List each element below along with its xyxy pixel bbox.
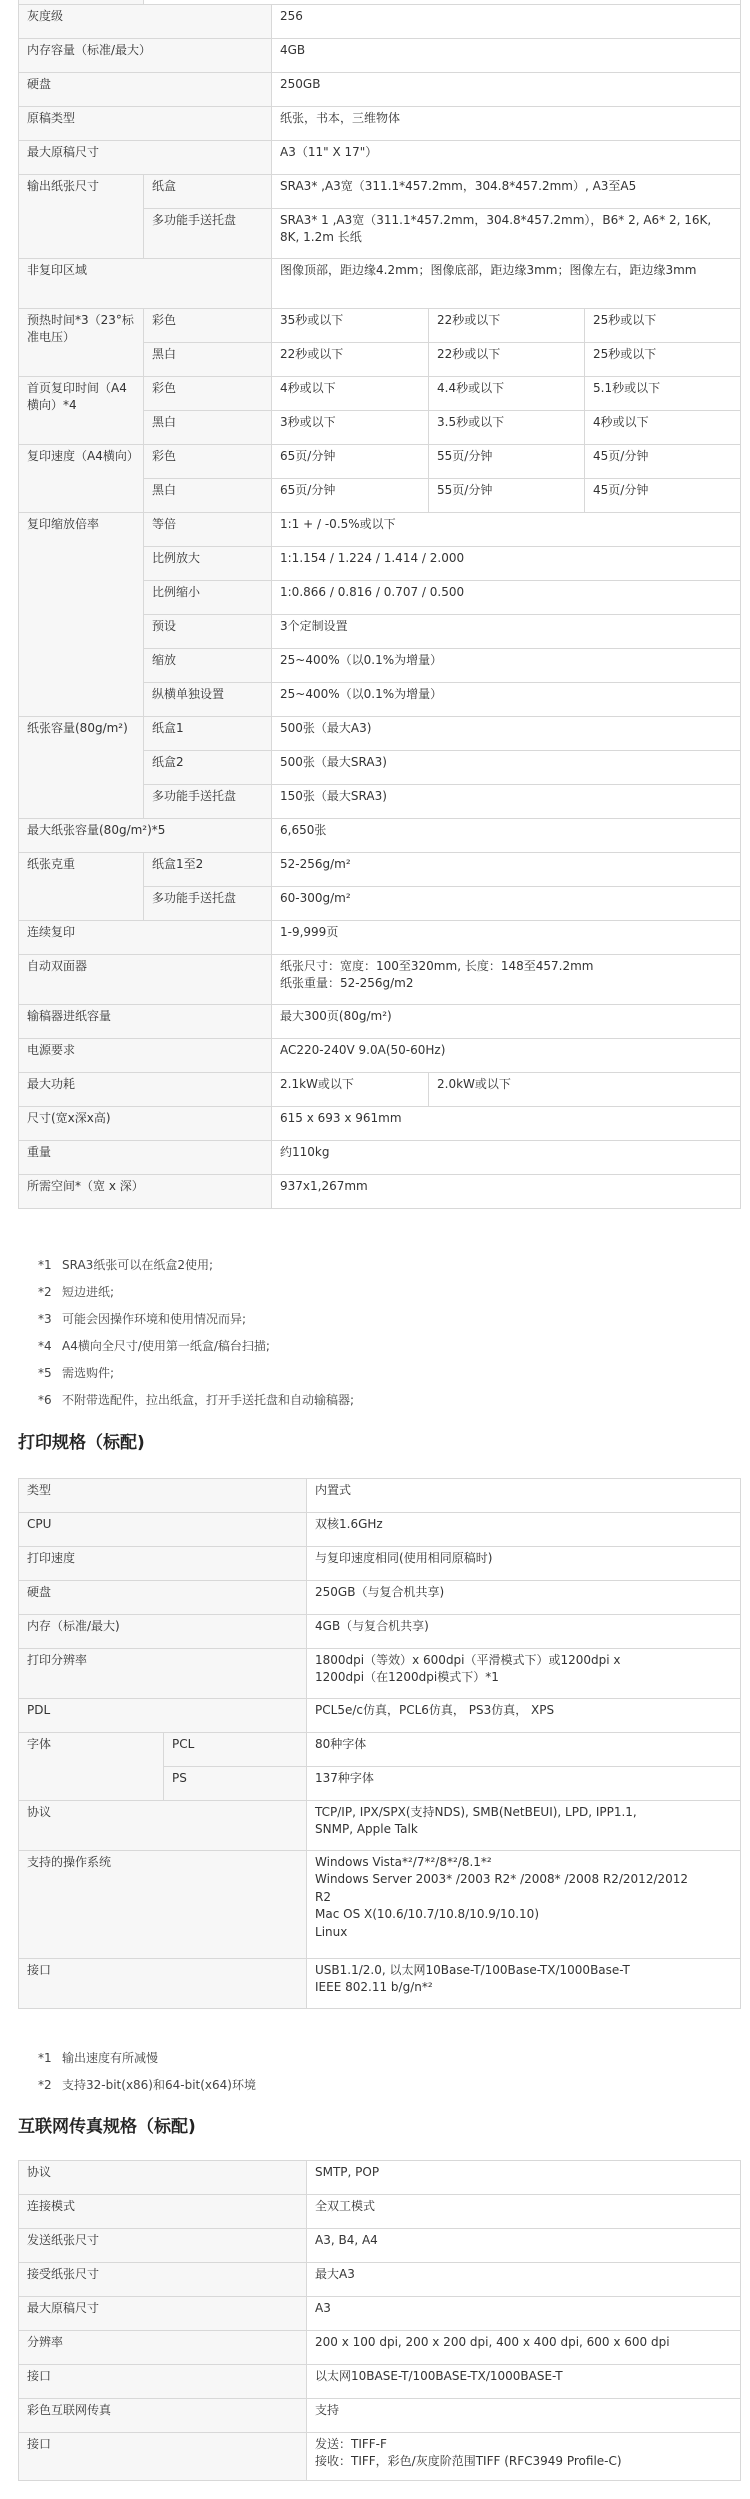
table-row bbox=[19, 141, 741, 175]
row-value: 4GB（与复合机共享) bbox=[307, 1615, 741, 1649]
row-label: 非复印区域 bbox=[19, 259, 272, 309]
cell-value: 2.0kW或以下 bbox=[429, 1073, 741, 1107]
table-row bbox=[19, 1615, 741, 1649]
row-label: 复印缩放倍率 bbox=[19, 513, 144, 717]
sub-label: 纸盒1 bbox=[144, 717, 272, 751]
table-row bbox=[19, 1005, 741, 1039]
cell-value: 55页/分钟 bbox=[429, 479, 585, 513]
value-line: 发送：TIFF-F bbox=[315, 2437, 387, 2451]
row-label: 纸张克重 bbox=[19, 853, 144, 921]
row-value: 80种字体 bbox=[307, 1733, 741, 1767]
table-row bbox=[19, 1141, 741, 1175]
footnote-mark: *5 bbox=[38, 1366, 52, 1380]
row-value: SRA3* 1 ,A3宽（311.1*457.2mm，304.8*457.2mm），B6* 2, A6* 2, 16K, 8K, 1.2m 长纸 bbox=[272, 209, 741, 259]
cell-value: 45页/分钟 bbox=[585, 445, 741, 479]
row-value: A3（11" X 17"） bbox=[272, 141, 741, 175]
table-row bbox=[19, 1175, 741, 1209]
footnote bbox=[38, 1360, 354, 1387]
copy-spec-table bbox=[18, 0, 741, 1209]
row-label: 类型 bbox=[19, 1479, 307, 1513]
row-label: 打印速度 bbox=[19, 1547, 307, 1581]
row-value: 支持 bbox=[307, 2399, 741, 2433]
row-label: 所需空间*（宽 x 深） bbox=[19, 1175, 272, 1209]
footnote-text: 支持32-bit(x86)和64-bit(x64)环境 bbox=[62, 2078, 256, 2092]
cell-value: 4.4秒或以下 bbox=[429, 377, 585, 411]
row-label: 输出纸张尺寸 bbox=[19, 175, 144, 259]
sub-label: 多功能手送托盘 bbox=[144, 887, 272, 921]
row-value: 25~400%（以0.1%为增量） bbox=[272, 683, 741, 717]
row-value: 1:0.866 / 0.816 / 0.707 / 0.500 bbox=[272, 581, 741, 615]
fax-spec-table bbox=[18, 2160, 741, 2481]
print-spec-table bbox=[18, 1478, 741, 2009]
sub-label: 彩色 bbox=[144, 309, 272, 343]
table-row bbox=[19, 1039, 741, 1073]
row-value: AC220-240V 9.0A(50-60Hz) bbox=[272, 1039, 741, 1073]
row-value: 最大A3 bbox=[307, 2263, 741, 2297]
table-row bbox=[19, 1801, 741, 1851]
cell-value: 25秒或以下 bbox=[585, 343, 741, 377]
footnote-mark: *2 bbox=[38, 2078, 52, 2092]
row-label: 连续复印 bbox=[19, 921, 272, 955]
table-row bbox=[19, 1107, 741, 1141]
cell-value: 65页/分钟 bbox=[272, 445, 429, 479]
footnote-text: SRA3纸张可以在纸盒2使用; bbox=[62, 1258, 213, 1272]
table-row bbox=[19, 1547, 741, 1581]
cell-value: 65页/分钟 bbox=[272, 479, 429, 513]
table-row bbox=[19, 2263, 741, 2297]
row-value: A3 bbox=[307, 2297, 741, 2331]
print-footnotes bbox=[38, 2045, 256, 2099]
row-label: 接口 bbox=[19, 2365, 307, 2399]
table-row bbox=[19, 1479, 741, 1513]
table-row bbox=[19, 39, 741, 73]
table-row bbox=[19, 73, 741, 107]
row-label: 彩色互联网传真 bbox=[19, 2399, 307, 2433]
table-row bbox=[19, 1581, 741, 1615]
row-value: 3个定制设置 bbox=[272, 615, 741, 649]
footnote-text: 可能会因操作环境和使用情况而异; bbox=[62, 1312, 247, 1326]
table-row bbox=[19, 819, 741, 853]
table-row bbox=[19, 2195, 741, 2229]
row-value: 500张（最大A3) bbox=[272, 717, 741, 751]
row-label: CPU bbox=[19, 1513, 307, 1547]
row-label: 最大原稿尺寸 bbox=[19, 2297, 307, 2331]
row-value: 25~400%（以0.1%为增量） bbox=[272, 649, 741, 683]
row-value: SMTP, POP bbox=[307, 2161, 741, 2195]
table-row bbox=[19, 2331, 741, 2365]
row-value: 150张（最大SRA3) bbox=[272, 785, 741, 819]
sub-label: 纸盒2 bbox=[144, 751, 272, 785]
sub-label: 彩色 bbox=[144, 445, 272, 479]
row-value bbox=[307, 1801, 741, 1851]
table-row bbox=[19, 5, 741, 39]
row-value: 250GB（与复合机共享) bbox=[307, 1581, 741, 1615]
cell-value: 22秒或以下 bbox=[272, 343, 429, 377]
footnote bbox=[38, 1387, 354, 1414]
row-value: 纸张，书本，三维物体 bbox=[272, 107, 741, 141]
value-line: 1200dpi（在1200dpi模式下）*1 bbox=[315, 1670, 499, 1685]
row-value: 内置式 bbox=[307, 1479, 741, 1513]
row-label: 最大原稿尺寸 bbox=[19, 141, 272, 175]
value-line: Linux bbox=[315, 1924, 348, 1939]
cell-value: 4秒或以下 bbox=[272, 377, 429, 411]
sub-label: 纸盒1至2 bbox=[144, 853, 272, 887]
footnote-text: 需选购件; bbox=[62, 1366, 115, 1380]
row-value: 200 x 100 dpi, 200 x 200 dpi, 400 x 400 dpi, 600 x 600 dpi bbox=[307, 2331, 741, 2365]
print-section-title: 打印规格（标配) bbox=[18, 1433, 145, 1453]
row-label: 预热时间*3（23°标准电压） bbox=[19, 309, 144, 377]
value-line: R2 bbox=[315, 1889, 331, 1904]
value-line: 接收：TIFF，彩色/灰度阶范围TIFF (RFC3949 Profile-C) bbox=[315, 2454, 622, 2469]
footnote bbox=[38, 1252, 354, 1279]
sub-label: 纵横单独设置 bbox=[144, 683, 272, 717]
row-value: 4GB bbox=[272, 39, 741, 73]
row-value: 937x1,267mm bbox=[272, 1175, 741, 1209]
row-value bbox=[272, 955, 741, 1005]
row-label: 连接模式 bbox=[19, 2195, 307, 2229]
table-row bbox=[19, 377, 741, 411]
sub-label: PS bbox=[164, 1767, 307, 1801]
value-line: TCP/IP, IPX/SPX(支持NDS), SMB(NetBEUI), LPD, IPP1.1, bbox=[315, 1805, 637, 1819]
table-row bbox=[19, 309, 741, 343]
row-label: 打印分辨率 bbox=[19, 1649, 307, 1699]
footnote-mark: *3 bbox=[38, 1312, 52, 1326]
row-value: PCL5e/c仿真，PCL6仿真， PS3仿真， XPS bbox=[307, 1699, 741, 1733]
table-row bbox=[19, 107, 741, 141]
table-row bbox=[19, 1733, 741, 1767]
cell-value: 2.1kW或以下 bbox=[272, 1073, 429, 1107]
row-value: 60-300g/m² bbox=[272, 887, 741, 921]
row-label: 接口 bbox=[19, 1959, 307, 2009]
footnote-mark: *4 bbox=[38, 1339, 52, 1353]
sub-label: 黑白 bbox=[144, 479, 272, 513]
row-label: 内存（标准/最大) bbox=[19, 1615, 307, 1649]
value-line: SNMP, Apple Talk bbox=[315, 1822, 418, 1837]
value-line: Windows Vista*²/7*²/8*²/8.1*² bbox=[315, 1855, 492, 1869]
row-value bbox=[307, 1649, 741, 1699]
table-row bbox=[19, 2297, 741, 2331]
value-line: 纸张尺寸：宽度：100至320mm, 长度：148至457.2mm bbox=[280, 959, 594, 973]
row-value: 图像顶部，距边缘4.2mm；图像底部，距边缘3mm；图像左右，距边缘3mm bbox=[272, 259, 741, 309]
row-label: 内存容量（标准/最大） bbox=[19, 39, 272, 73]
row-value: 256 bbox=[272, 5, 741, 39]
footnote bbox=[38, 2045, 256, 2072]
sub-label: 缩放 bbox=[144, 649, 272, 683]
row-value: 与复印速度相同(使用相同原稿时) bbox=[307, 1547, 741, 1581]
row-value: 1:1.154 / 1.224 / 1.414 / 2.000 bbox=[272, 547, 741, 581]
cell-value: 22秒或以下 bbox=[429, 343, 585, 377]
row-value: 6,650张 bbox=[272, 819, 741, 853]
row-label: 分辨率 bbox=[19, 2331, 307, 2365]
sub-label: 黑白 bbox=[144, 343, 272, 377]
sub-label: 黑白 bbox=[144, 411, 272, 445]
cell-value: 45页/分钟 bbox=[585, 479, 741, 513]
footnote-text: 不附带选配件，拉出纸盒，打开手送托盘和自动输稿器; bbox=[62, 1393, 355, 1407]
row-value bbox=[307, 1851, 741, 1959]
footnote-text: 输出速度有所减慢 bbox=[62, 2051, 159, 2065]
table-row bbox=[19, 1851, 741, 1959]
value-line: 纸张重量：52-256g/m2 bbox=[280, 976, 414, 991]
row-value: A3, B4, A4 bbox=[307, 2229, 741, 2263]
row-value bbox=[307, 1959, 741, 2009]
row-label: 重量 bbox=[19, 1141, 272, 1175]
row-value: 137种字体 bbox=[307, 1767, 741, 1801]
cell-value: 3秒或以下 bbox=[272, 411, 429, 445]
row-label: 协议 bbox=[19, 1801, 307, 1851]
row-value: 最大300页(80g/m²) bbox=[272, 1005, 741, 1039]
row-value: 以太网10BASE-T/100BASE-TX/1000BASE-T bbox=[307, 2365, 741, 2399]
table-row bbox=[19, 955, 741, 1005]
footnote-text: A4横向全尺寸/使用第一纸盒/稿台扫描; bbox=[62, 1339, 270, 1353]
row-value: 双核1.6GHz bbox=[307, 1513, 741, 1547]
row-label: 硬盘 bbox=[19, 73, 272, 107]
row-label: 发送纸张尺寸 bbox=[19, 2229, 307, 2263]
value-line: IEEE 802.11 b/g/n*² bbox=[315, 1980, 433, 1995]
value-line: Windows Server 2003* /2003 R2* /2008* /2008 R2/2012/2012 bbox=[315, 1872, 689, 1887]
sub-label: 比例缩小 bbox=[144, 581, 272, 615]
footnote bbox=[38, 1306, 354, 1333]
copy-footnotes bbox=[38, 1252, 354, 1414]
sub-label: 纸盒 bbox=[144, 175, 272, 209]
table-row bbox=[19, 921, 741, 955]
row-label: 字体 bbox=[19, 1733, 164, 1801]
sub-label: 等倍 bbox=[144, 513, 272, 547]
table-row bbox=[19, 2161, 741, 2195]
row-label: 支持的操作系统 bbox=[19, 1851, 307, 1959]
table-row bbox=[19, 2433, 741, 2481]
row-value: 615 x 693 x 961mm bbox=[272, 1107, 741, 1141]
value-line: 1800dpi（等效）x 600dpi（平滑模式下）或1200dpi x bbox=[315, 1653, 621, 1667]
row-value: SRA3* ,A3宽（311.1*457.2mm，304.8*457.2mm）, A3至A5 bbox=[272, 175, 741, 209]
cell-value: 3.5秒或以下 bbox=[429, 411, 585, 445]
row-label: 电源要求 bbox=[19, 1039, 272, 1073]
row-label: 纸张容量(80g/m²) bbox=[19, 717, 144, 819]
cell-value: 4秒或以下 bbox=[585, 411, 741, 445]
table-row bbox=[19, 175, 741, 209]
table-row bbox=[19, 513, 741, 547]
table-row bbox=[19, 853, 741, 887]
footnote bbox=[38, 2072, 256, 2099]
footnote-mark: *1 bbox=[38, 1258, 52, 1272]
sub-label: 预设 bbox=[144, 615, 272, 649]
sub-label: PCL bbox=[164, 1733, 307, 1767]
footnote bbox=[38, 1333, 354, 1360]
table-row bbox=[19, 2365, 741, 2399]
table-row bbox=[19, 2229, 741, 2263]
row-value: 500张（最大SRA3) bbox=[272, 751, 741, 785]
cell-value: 35秒或以下 bbox=[272, 309, 429, 343]
row-value: 1:1 + / -0.5%或以下 bbox=[272, 513, 741, 547]
sub-label: 多功能手送托盘 bbox=[144, 209, 272, 259]
row-value: 1-9,999页 bbox=[272, 921, 741, 955]
table-row bbox=[19, 445, 741, 479]
fax-section-title: 互联网传真规格（标配) bbox=[18, 2117, 196, 2137]
table-row bbox=[19, 2399, 741, 2433]
value-line: Mac OS X(10.6/10.7/10.8/10.9/10.10) bbox=[315, 1907, 539, 1922]
value-line: USB1.1/2.0, 以太网10Base-T/100Base-TX/1000Base-T bbox=[315, 1963, 630, 1977]
row-label: 原稿类型 bbox=[19, 107, 272, 141]
row-label: 灰度级 bbox=[19, 5, 272, 39]
table-row bbox=[19, 1959, 741, 2009]
table-row bbox=[19, 717, 741, 751]
footnote bbox=[38, 1279, 354, 1306]
row-label: 尺寸(宽x深x高) bbox=[19, 1107, 272, 1141]
row-label: PDL bbox=[19, 1699, 307, 1733]
row-label: 复印速度（A4横向） bbox=[19, 445, 144, 513]
row-label: 硬盘 bbox=[19, 1581, 307, 1615]
row-value: 约110kg bbox=[272, 1141, 741, 1175]
row-label: 接受纸张尺寸 bbox=[19, 2263, 307, 2297]
cell-value: 5.1秒或以下 bbox=[585, 377, 741, 411]
table-row bbox=[19, 1073, 741, 1107]
row-label: 协议 bbox=[19, 2161, 307, 2195]
table-row bbox=[19, 1699, 741, 1733]
row-label: 最大功耗 bbox=[19, 1073, 272, 1107]
cell-value: 22秒或以下 bbox=[429, 309, 585, 343]
sub-label: 多功能手送托盘 bbox=[144, 785, 272, 819]
row-value bbox=[307, 2433, 741, 2481]
cell-value: 25秒或以下 bbox=[585, 309, 741, 343]
table-row bbox=[19, 1649, 741, 1699]
footnote-mark: *6 bbox=[38, 1393, 52, 1407]
table-row bbox=[19, 1513, 741, 1547]
row-label: 最大纸张容量(80g/m²)*5 bbox=[19, 819, 272, 853]
row-value: 52-256g/m² bbox=[272, 853, 741, 887]
row-label: 接口 bbox=[19, 2433, 307, 2481]
cell-value: 55页/分钟 bbox=[429, 445, 585, 479]
footnote-mark: *2 bbox=[38, 1285, 52, 1299]
row-label: 输稿器进纸容量 bbox=[19, 1005, 272, 1039]
footnote-mark: *1 bbox=[38, 2051, 52, 2065]
row-value: 全双工模式 bbox=[307, 2195, 741, 2229]
row-label: 自动双面器 bbox=[19, 955, 272, 1005]
sub-label: 比例放大 bbox=[144, 547, 272, 581]
row-label: 首页复印时间（A4横向）*4 bbox=[19, 377, 144, 445]
table-row bbox=[19, 259, 741, 309]
sub-label: 彩色 bbox=[144, 377, 272, 411]
footnote-text: 短边进纸; bbox=[62, 1285, 115, 1299]
row-value: 250GB bbox=[272, 73, 741, 107]
